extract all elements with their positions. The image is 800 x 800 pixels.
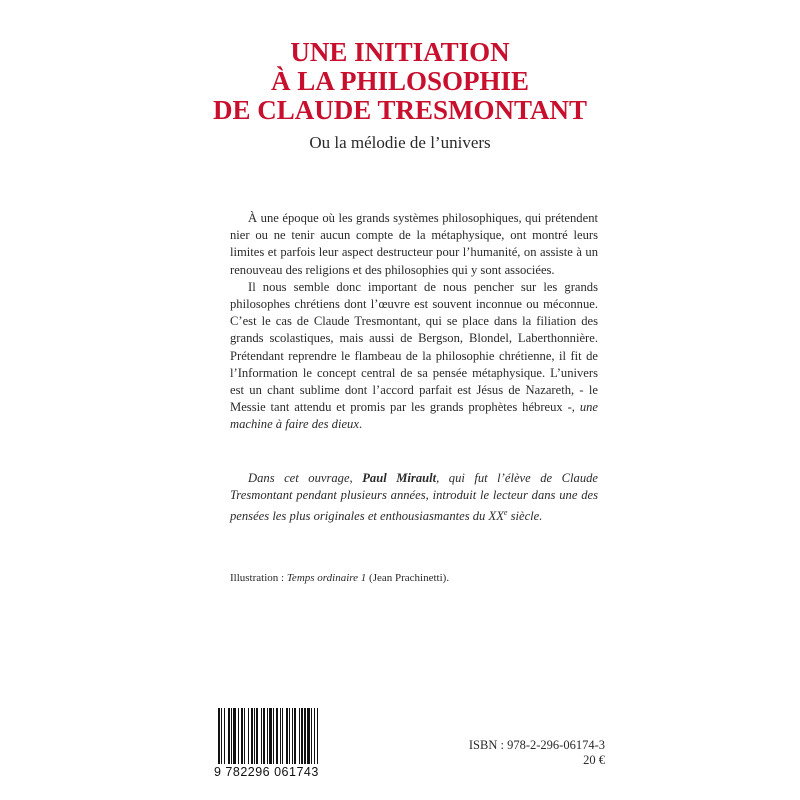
title-line-3: DE CLAUDE TRESMONTANT	[212, 95, 588, 125]
title-line-1: UNE INITIATION	[290, 37, 510, 67]
blurb-intro: Dans cet ouvrage,	[248, 471, 353, 485]
paragraph-1: À une époque où les grands systèmes philosophiques, qui prétendent nier ou ne tenir aucun compte de la métaphysique, ont montré leurs limites et parfois leur aspect destructeur pour l’humanité, on assiste à un renouveau des religions et des philosophies qui y sont associées.	[230, 211, 598, 277]
barcode	[218, 708, 344, 764]
illustration-work: Temps ordinaire 1	[286, 572, 367, 584]
illustration-credit	[230, 571, 610, 585]
blurb-paragraph	[230, 470, 598, 526]
blurb-rest: , qui fut l’élève de Claude Tresmontant pendant plusieurs années, introduit le lecteur dans une des pensées les plus originales et enthousiasmantes du XX	[230, 471, 598, 524]
illustration-artist: (Jean Prachinetti).	[369, 572, 450, 584]
paragraph-2-text: Il nous semble donc important de nous pencher sur les grands philosophes chrétiens dont l’œuvre est souvent inconnue ou méconnue. C’est le cas de Claude Tresmontant, qui se place dans la filiation des grands scolastiques, mais aussi de Bergson, Blondel, Laberthonnière. Prétendant reprendre le flambeau de la philosophie chrétienne, il fit de l’Information le concept central de sa pensée métaphysique. L’univers est un chant sublime dont l’accord parfait est Jésus de Nazareth, - le Messie tant attendu et promis par les grands prophètes hébreux -,	[230, 279, 598, 415]
book-subtitle: Ou la mélodie de l’univers	[309, 133, 491, 152]
author-name: Paul Mirault	[362, 471, 437, 485]
title-line-2: À LA PHILOSOPHIE	[270, 66, 530, 96]
price: 20 €	[583, 753, 605, 767]
isbn: ISBN : 978-2-296-06174-3	[468, 738, 605, 752]
century-sup: e	[503, 508, 508, 518]
back-cover-text	[230, 210, 598, 434]
blurb-end: siècle.	[507, 509, 543, 524]
paragraph-2-end: .	[358, 417, 363, 432]
paragraph-2	[230, 279, 598, 434]
paragraph-2-italic: une machine à faire des dieux	[230, 400, 598, 432]
book-title	[0, 38, 800, 125]
illustration-label: Illustration :	[230, 572, 285, 584]
barcode-digits: 9 782296 061743	[214, 765, 319, 779]
author-blurb	[230, 470, 598, 526]
